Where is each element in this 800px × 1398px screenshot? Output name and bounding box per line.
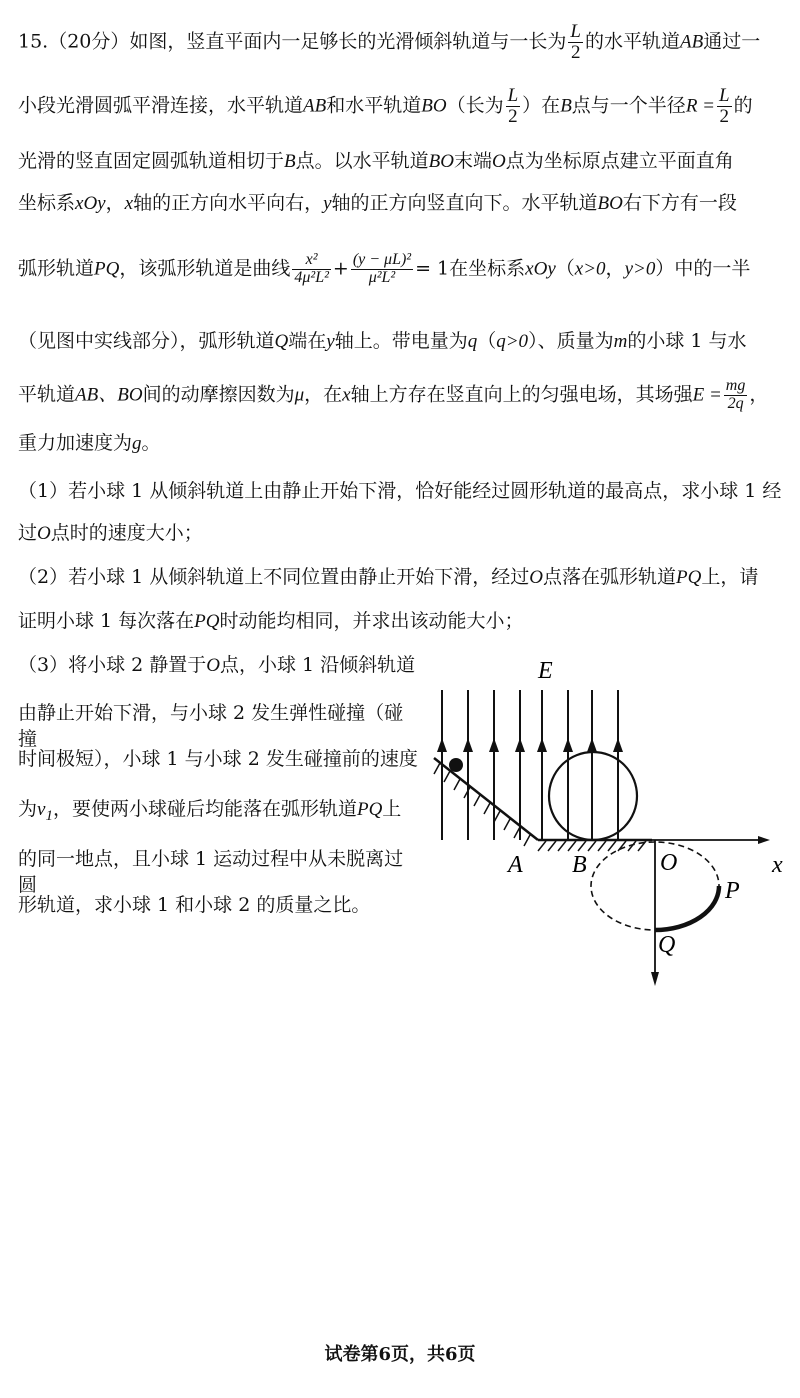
part-3-line-1: （3）将小球 2 静置于O点，小球 1 沿倾斜轨道 bbox=[18, 654, 416, 676]
label-E: E bbox=[538, 658, 553, 684]
arc-track-PQ bbox=[655, 886, 719, 930]
problem-line-8: 重力加速度为g。 bbox=[18, 432, 161, 454]
problem-line-7: 平轨道AB、BO间的动摩擦因数为μ，在x轴上方存在竖直向上的匀强电场，其场强E = $\frac{mg}{2q}$ ， bbox=[18, 377, 769, 412]
problem-line-3: 光滑的竖直固定圆弧轨道相切于B点。以水平轨道BO末端O点为坐标原点建立平面直角 bbox=[18, 150, 734, 172]
physics-diagram bbox=[420, 650, 800, 995]
field-lines bbox=[442, 690, 618, 840]
part-3-line-6: 形轨道，求小球 1 和小球 2 的质量之比。 bbox=[18, 894, 371, 916]
fraction-L-over-2: $\frac{L}{2}$ bbox=[719, 85, 730, 127]
field-arrowheads bbox=[437, 738, 623, 752]
fraction-L-over-2: $\frac{L}{2}$ bbox=[570, 21, 581, 63]
problem-line-1: 15.（20分）如图，竖直平面内一足够长的光滑倾斜轨道与一长为 $\frac{L}{2}$ 的水平轨道AB通过一 bbox=[18, 21, 761, 63]
part-3-line-3: 时间极短），小球 1 与小球 2 发生碰撞前的速度 bbox=[18, 748, 418, 770]
fraction-mg-over-2q: $\frac{mg}{2q}$ bbox=[725, 377, 746, 412]
label-B: B bbox=[572, 852, 587, 878]
inclined-track bbox=[434, 758, 538, 846]
problem-line-6: （见图中实线部分），弧形轨道Q端在y轴上。带电量为q（q>0）、质量为m的小球 1 与水 bbox=[18, 330, 747, 352]
problem-line-2: 小段光滑圆弧平滑连接，水平轨道AB和水平轨道BO（长为 $\frac{L}{2}$ ）在B点与一个半径R = $\frac{L}{2}$ 的 bbox=[18, 85, 753, 127]
horizontal-track bbox=[538, 840, 652, 851]
label-O: O bbox=[660, 850, 678, 876]
label-Q: Q bbox=[658, 932, 676, 958]
part-1-line-1: （1）若小球 1 从倾斜轨道上由静止开始下滑，恰好能经过圆形轨道的最高点，求小球 1 经 bbox=[18, 480, 782, 502]
problem-line-4: 坐标系xOy，x轴的正方向水平向右，y轴的正方向竖直向下。水平轨道BO右下方有一段 bbox=[18, 192, 737, 214]
part-1-line-2: 过O点时的速度大小； bbox=[18, 522, 203, 544]
fraction-L-over-2: $\frac{L}{2}$ bbox=[507, 85, 519, 127]
page-footer: 试卷第6页，共6页 bbox=[324, 1344, 476, 1365]
equation-term-2: $\frac{\text{(y − μL)²}}{\text{μ²L²}}$ bbox=[352, 251, 412, 286]
part-3-line-2: 由静止开始下滑，与小球 2 发生弹性碰撞（碰撞 bbox=[18, 702, 404, 750]
part-3-line-4: 为$v_1$，要使两小球碰后均能落在弧形轨道PQ上 bbox=[18, 798, 402, 824]
part-2-line-1: （2）若小球 1 从倾斜轨道上不同位置由静止开始下滑，经过O点落在弧形轨道PQ上，请 bbox=[18, 566, 759, 588]
y-axis bbox=[651, 840, 659, 986]
label-x: x bbox=[772, 852, 783, 878]
ball-1 bbox=[449, 758, 463, 772]
label-A: A bbox=[508, 852, 523, 878]
part-3-line-5: 的同一地点，且小球 1 运动过程中从未脱离过圆 bbox=[18, 848, 404, 896]
equation-term-1: $\frac{\text{x²}}{\text{4μ²L²}}$ bbox=[294, 251, 329, 286]
part-2-line-2: 证明小球 1 每次落在PQ时动能均相同，并求出该动能大小； bbox=[18, 610, 524, 632]
problem-line-5: 弧形轨道PQ，该弧形轨道是曲线 $\frac{\text{x²}}{\text{4μ²L²}}$ + $\frac{\text{(y − μL)²}}{\text{μ²L²}}$ = 1在坐标系xOy（x>0，y>0）中的一半 bbox=[18, 251, 751, 286]
label-P: P bbox=[725, 878, 740, 904]
